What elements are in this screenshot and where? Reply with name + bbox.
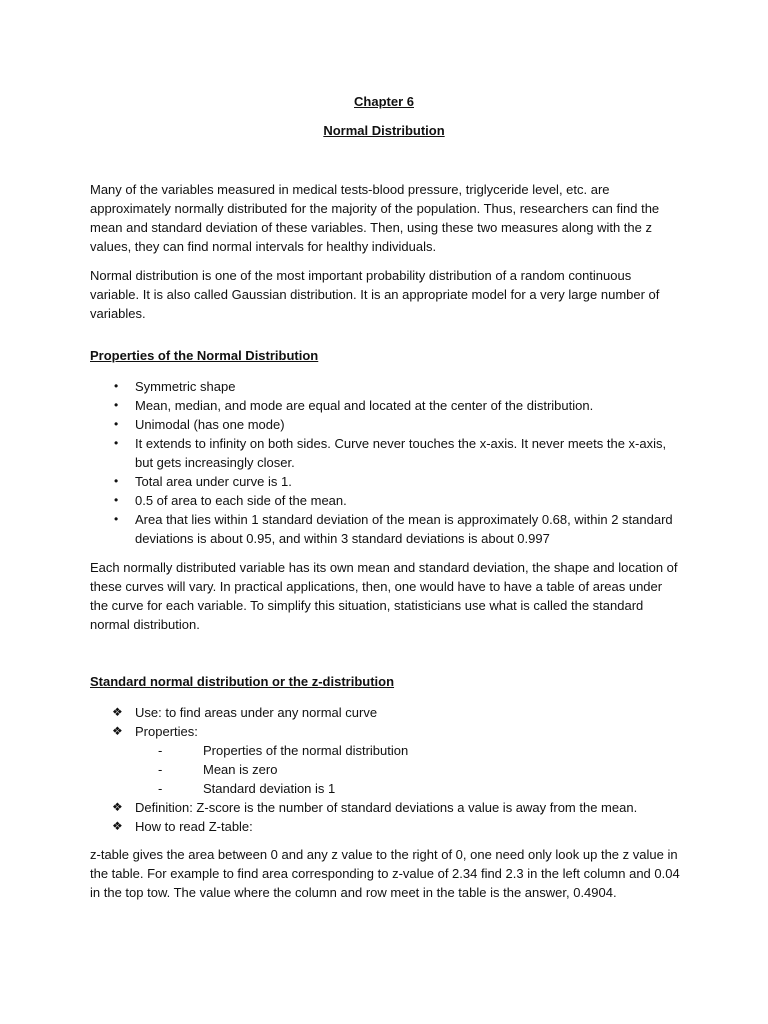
standard-normal-heading: Standard normal distribution or the z-distribution bbox=[90, 674, 395, 689]
list-item bbox=[90, 817, 680, 836]
chapter-heading: Chapter 6 bbox=[354, 94, 414, 109]
intro-paragraph-1: Many of the variables measured in medical tests-blood pressure, triglyceride level, etc. are approximately normally distributed for the majority of the population. Thus, researchers can find the mean and standard deviation of these variables. Then, using these two measures along with the z values, they can find normal intervals for healthy individuals. bbox=[90, 182, 660, 254]
list-item bbox=[90, 722, 680, 741]
sub-list-item-text: Standard deviation is 1 bbox=[203, 781, 336, 796]
sub-list-item-text: Properties of the normal distribution bbox=[203, 743, 409, 758]
bullet-icon: • bbox=[114, 436, 119, 450]
list-item-text: It extends to infinity on both sides. Curve never touches the x-axis. It never meets the x-axis, but gets increasingly closer. bbox=[135, 436, 667, 470]
sub-list-item bbox=[90, 741, 680, 760]
dash-bullet-icon: - bbox=[158, 781, 163, 796]
bullet-icon: • bbox=[114, 512, 119, 526]
page-title: Normal Distribution bbox=[323, 123, 445, 138]
diamond-bullet-icon: ❖ bbox=[112, 705, 123, 719]
list-item-text: 0.5 of area to each side of the mean. bbox=[135, 493, 347, 508]
list-item-text: How to read Z-table: bbox=[135, 819, 253, 834]
list-item-text: Mean, median, and mode are equal and located at the center of the distribution. bbox=[135, 398, 594, 413]
list-item-text: Properties: bbox=[135, 724, 198, 739]
z-table-paragraph: z-table gives the area between 0 and any z value to the right of 0, one need only look up the z value in the table. For example to find area corresponding to z-value of 2.34 find 2.3 in the left column and 0.04 in the top tow. The value where the column and row meet in the table is the answer, 0.4904. bbox=[90, 847, 680, 900]
list-item-text: Total area under curve is 1. bbox=[135, 474, 292, 489]
list-item bbox=[90, 377, 680, 396]
list-item bbox=[90, 703, 680, 722]
bullet-icon: • bbox=[114, 493, 119, 507]
sub-list-item bbox=[90, 760, 680, 779]
bullet-icon: • bbox=[114, 417, 119, 431]
properties-paragraph: Each normally distributed variable has its own mean and standard deviation, the shape and location of these curves will vary. In practical applications, then, one would have to have a table of areas under the curve for each variable. To simplify this situation, statisticians use what is called the standard normal distribution. bbox=[90, 560, 678, 632]
list-item bbox=[90, 434, 680, 472]
bullet-icon: • bbox=[114, 398, 119, 412]
list-item bbox=[90, 415, 680, 434]
list-item-text: Area that lies within 1 standard deviation of the mean is approximately 0.68, within 2 standard deviations is about 0.95, and within 3 standard deviations is about 0.997 bbox=[135, 512, 673, 546]
intro-paragraph-2: Normal distribution is one of the most important probability distribution of a random continuous variable. It is also called Gaussian distribution. It is an appropriate model for a very large number of variables. bbox=[90, 268, 660, 321]
list-item bbox=[90, 491, 680, 510]
sub-list-item-text: Mean is zero bbox=[203, 762, 278, 777]
dash-bullet-icon: - bbox=[158, 762, 163, 777]
list-item-text: Use: to find areas under any normal curve bbox=[135, 705, 378, 720]
diamond-bullet-icon: ❖ bbox=[112, 724, 123, 738]
properties-heading: Properties of the Normal Distribution bbox=[90, 348, 319, 363]
properties-list bbox=[90, 377, 680, 548]
diamond-bullet-icon: ❖ bbox=[112, 819, 123, 833]
list-item-text: Unimodal (has one mode) bbox=[135, 417, 285, 432]
standard-normal-list bbox=[90, 703, 680, 836]
bullet-icon: • bbox=[114, 379, 119, 393]
list-item-text: Definition: Z-score is the number of standard deviations a value is away from the mean. bbox=[135, 800, 638, 815]
sub-list-item bbox=[90, 779, 680, 798]
list-item bbox=[90, 798, 680, 817]
list-item bbox=[90, 510, 680, 548]
list-item bbox=[90, 472, 680, 491]
bullet-icon: • bbox=[114, 474, 119, 488]
list-item-text: Symmetric shape bbox=[135, 379, 236, 394]
diamond-bullet-icon: ❖ bbox=[112, 800, 123, 814]
dash-bullet-icon: - bbox=[158, 743, 163, 758]
list-item bbox=[90, 396, 680, 415]
